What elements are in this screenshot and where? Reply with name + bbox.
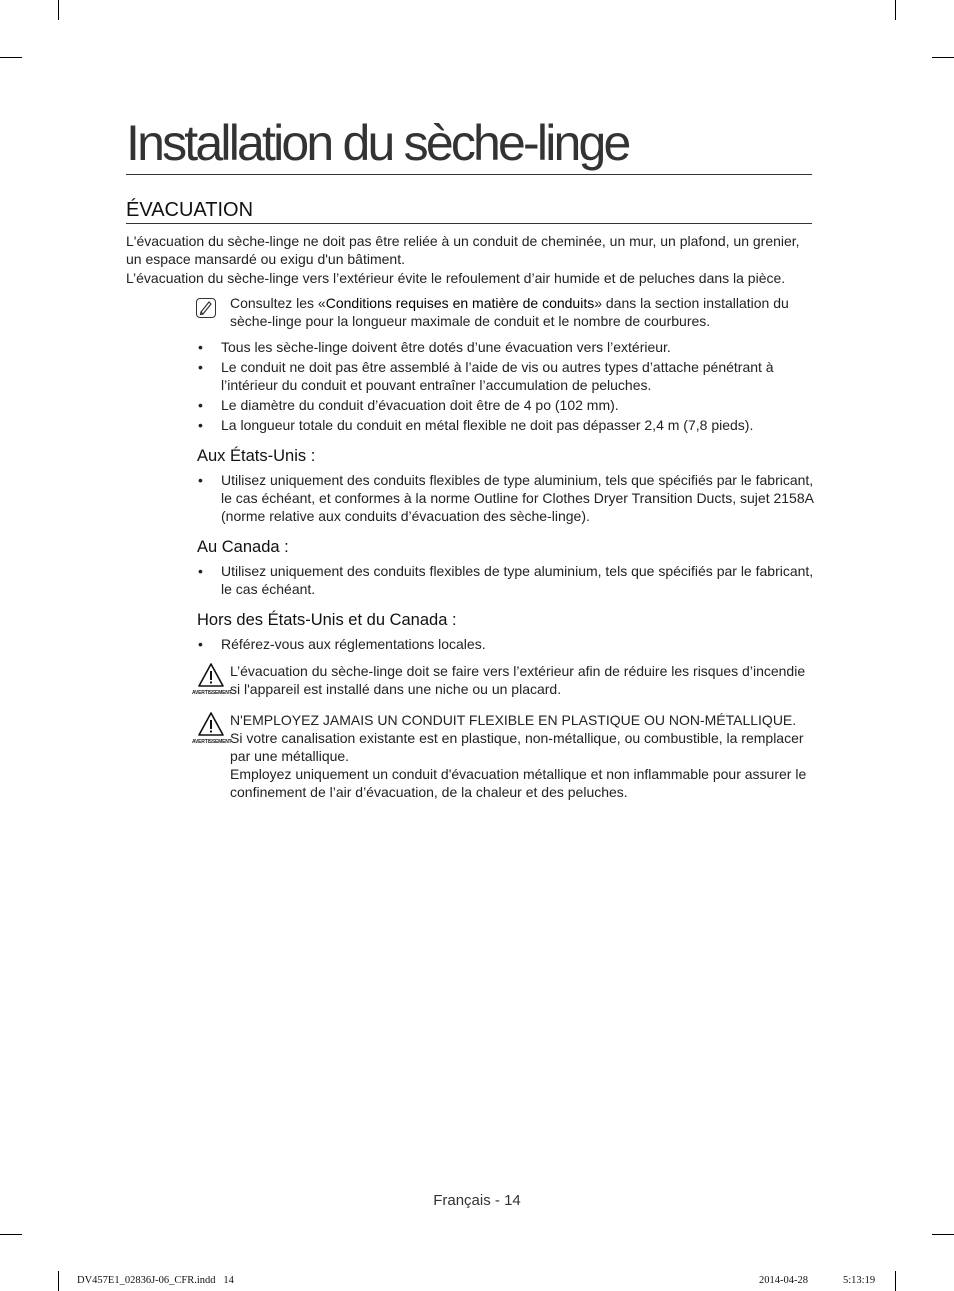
intro-paragraph: L'évacuation du sèche-linge ne doit pas être reliée à un conduit de cheminée, un mur, un plafond, un grenier, un espace mansardé ou exigu d'un bâtiment.: [126, 233, 800, 267]
canada-heading: Au Canada :: [197, 538, 289, 556]
general-bullet-list: [196, 338, 816, 436]
other-bullet-list: [196, 635, 816, 655]
slug-file: DV457E1_02836J-06_CFR.indd 14: [77, 1275, 234, 1286]
usa-bullet-list: [196, 471, 816, 527]
list-item: • Référez-vous aux réglementations locales.: [196, 635, 816, 653]
note-emphasis: Conditions requises en matière de conduits: [325, 295, 595, 311]
slug-date: 2014-04-28: [759, 1275, 808, 1286]
note-text: Consultez les «Conditions requises en matière de conduits» dans la section installation du sèche-linge pour la longueur maximale de conduit et le nombre de courbures.: [230, 295, 789, 329]
page-number: Français - 14: [433, 1192, 521, 1209]
crop-mark: [895, 1271, 896, 1291]
note-pencil-icon: [196, 298, 216, 318]
section-title: ÉVACUATION: [126, 198, 812, 224]
warning-label: AVERTISSEMENT: [192, 690, 232, 696]
intro-paragraph: L’évacuation du sèche-linge vers l’extérieur évite le refoulement d’air humide et de peluches dans la pièce.: [126, 270, 786, 286]
list-item: • Le conduit ne doit pas être assemblé à l’aide de vis ou autres types d’attache pénétrant à l’intérieur du conduit et pouvant entraîner l’accumulation de peluches.: [196, 358, 816, 394]
crop-mark: [58, 1271, 59, 1291]
canada-bullet-list: [196, 562, 816, 600]
crop-mark: [0, 1234, 22, 1235]
crop-mark: [932, 1234, 954, 1235]
list-item: • Le diamètre du conduit d’évacuation doit être de 4 po (102 mm).: [196, 396, 816, 414]
list-item: • Utilisez uniquement des conduits flexibles de type aluminium, tels que spécifiés par le fabricant, le cas échéant.: [196, 562, 816, 598]
other-heading: Hors des États-Unis et du Canada :: [197, 611, 457, 629]
list-item: • Tous les sèche-linge doivent être dotés d’une évacuation vers l’extérieur.: [196, 338, 816, 356]
slug-time: 5:13:19: [843, 1275, 876, 1286]
crop-mark: [895, 0, 896, 20]
warning-text: L’évacuation du sèche-linge doit se faire vers l’extérieur afin de réduire les risques d’incendie si l'appareil est installé dans une niche ou un placard.: [230, 663, 806, 697]
page-title: Installation du sèche-linge: [126, 112, 812, 175]
warning-triangle-icon: [192, 662, 230, 702]
list-item: • La longueur totale du conduit en métal flexible ne doit pas dépasser 2,4 m (7,8 pieds).: [196, 416, 816, 434]
crop-mark: [932, 57, 954, 58]
warning-triangle-icon: [192, 711, 230, 751]
usa-heading: Aux États-Unis :: [197, 447, 316, 465]
warning-text: N'EMPLOYEZ JAMAIS UN CONDUIT FLEXIBLE EN PLASTIQUE OU NON-MÉTALLIQUE. Si votre canalisation existante est en plastique, non-métallique, ou combustible, la remplacer par une métallique. Employez uniquement un conduit d'évacuation métallique et non inflammable pour assurer le confinement de l’air d’évacuation, de la chaleur et des peluches.: [230, 712, 807, 800]
crop-mark: [58, 0, 59, 20]
crop-mark: [0, 57, 22, 58]
warning-label: AVERTISSEMENT: [192, 739, 232, 745]
list-item: • Utilisez uniquement des conduits flexibles de type aluminium, tels que spécifiés par le fabricant, le cas échéant, et conformes à la norme Outline for Clothes Dryer Transition Ducts, sujet 2158A (norme relative aux conduits d’évacuation des sèche-linge).: [196, 471, 816, 525]
